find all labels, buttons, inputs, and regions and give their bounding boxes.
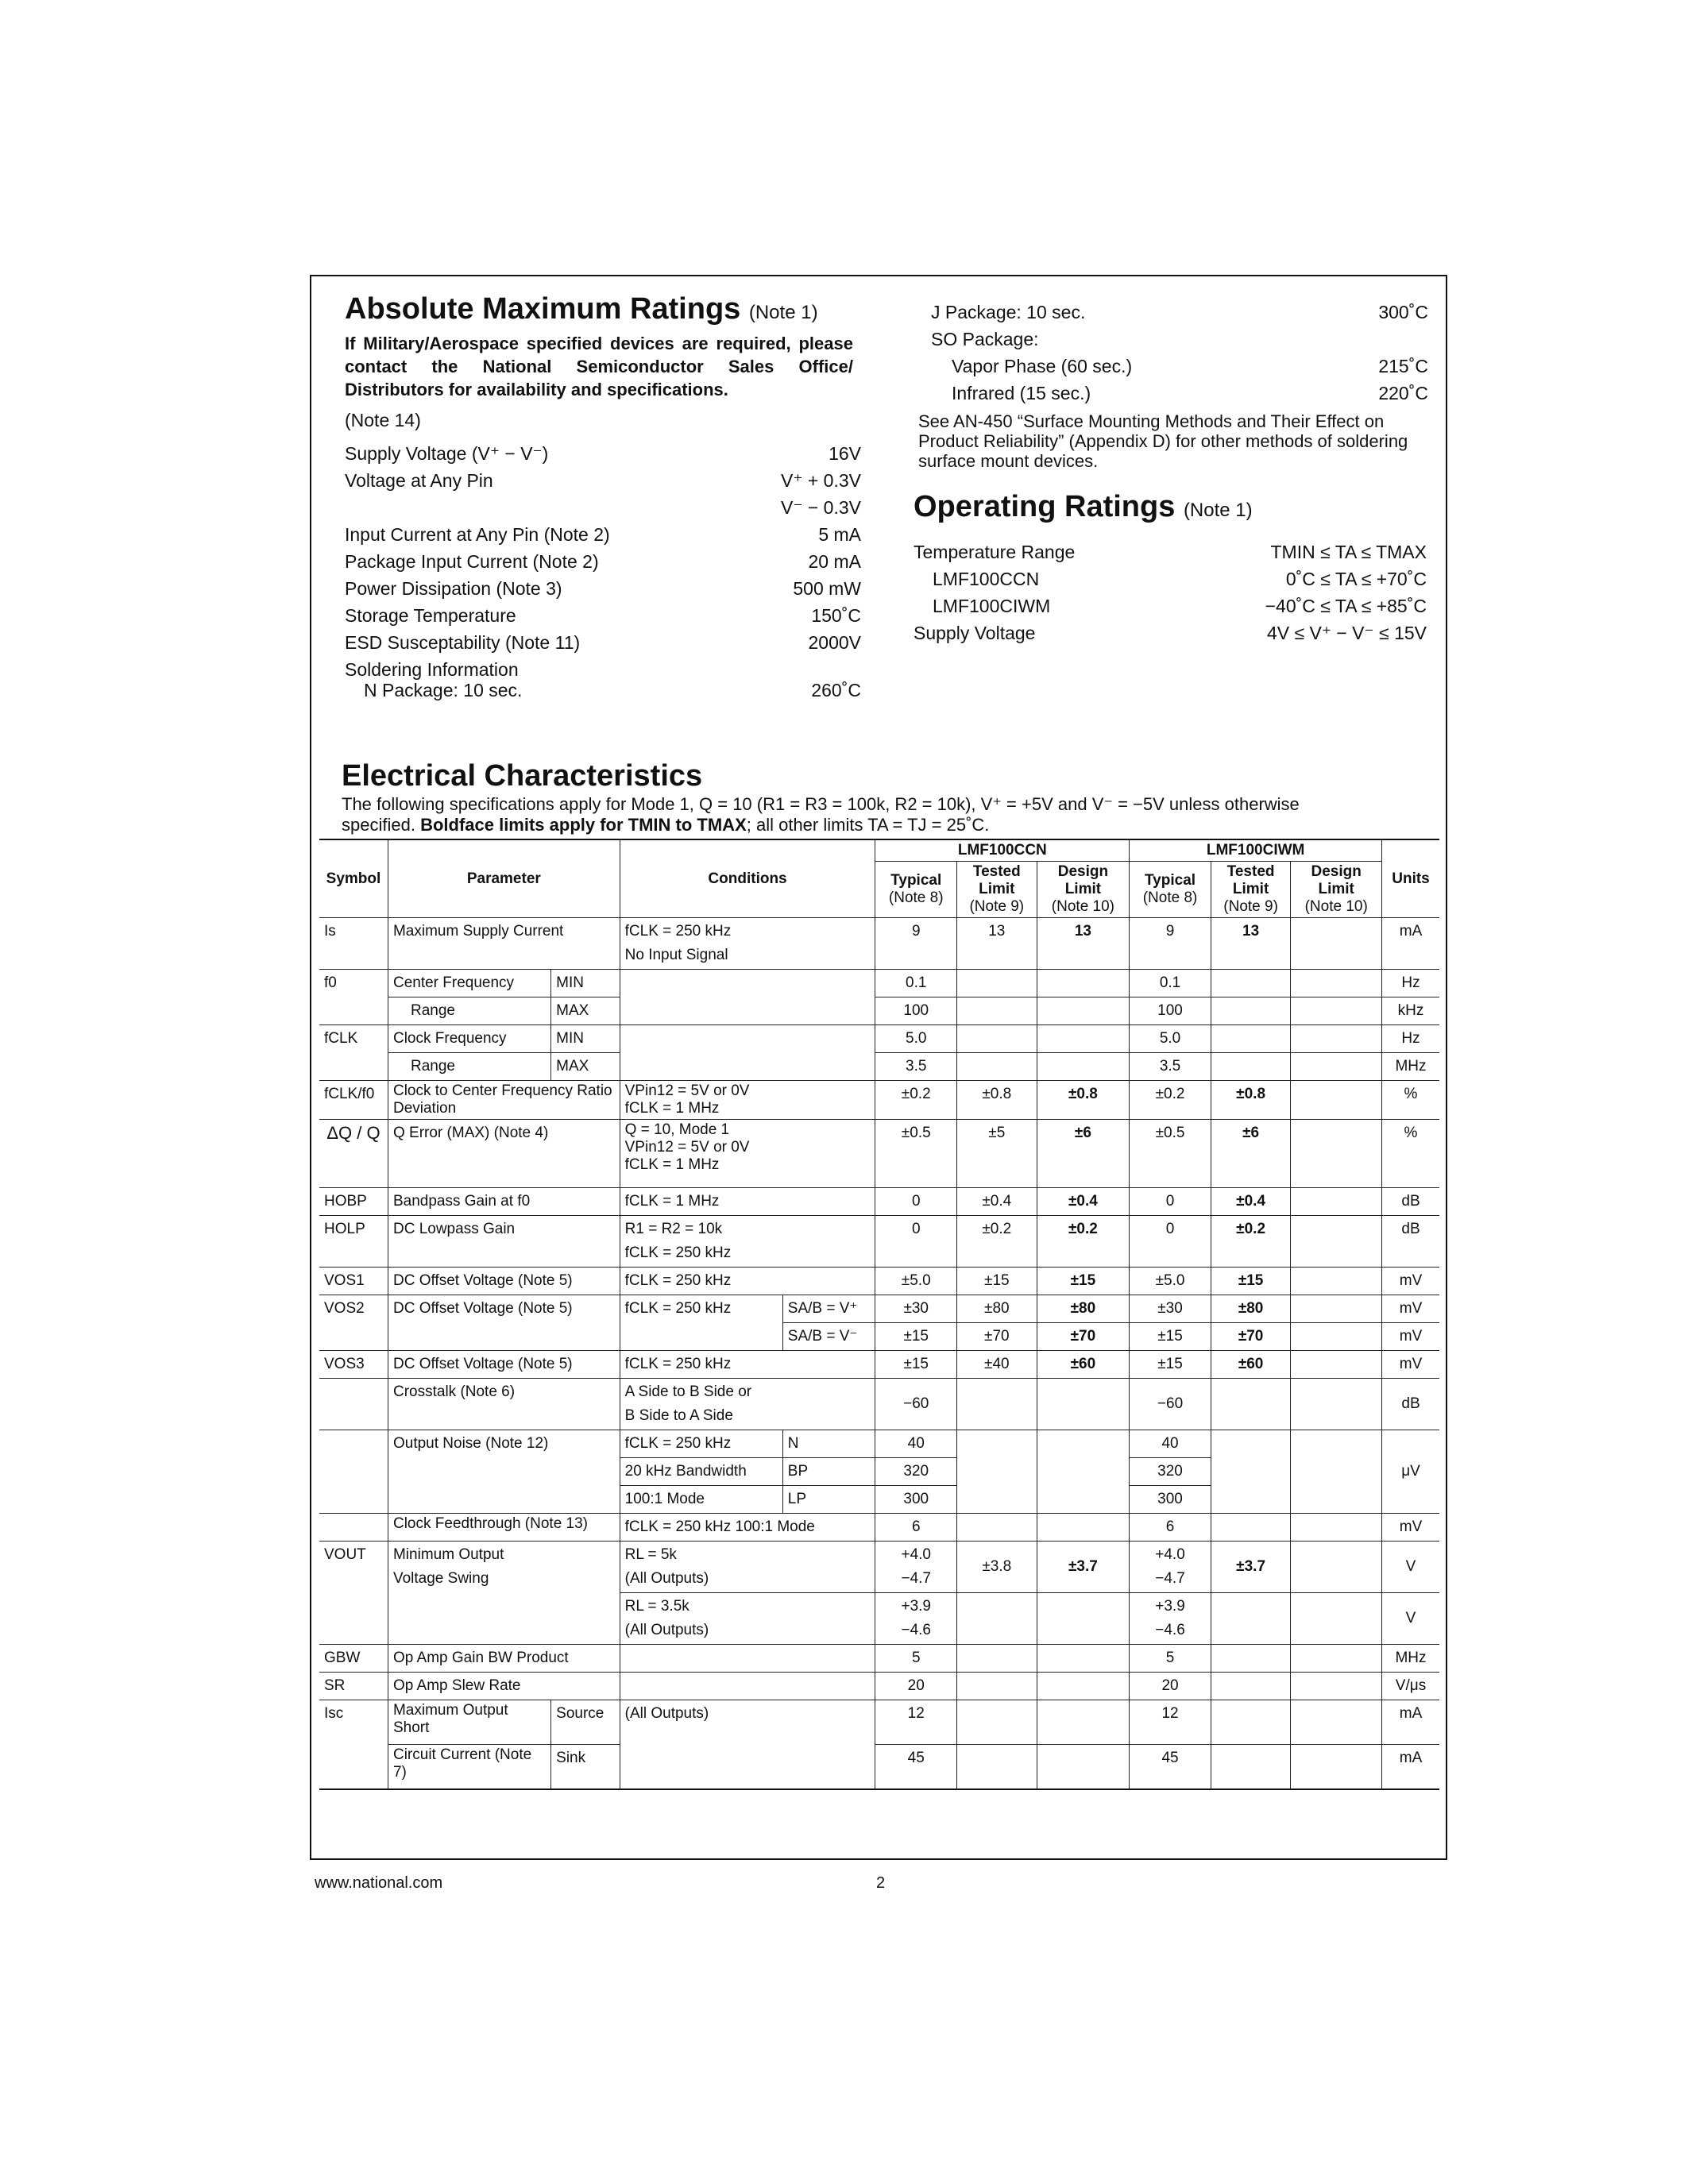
value-cell: 0.1 (1130, 970, 1211, 997)
item-label: Supply Voltage (V⁺ − V⁻) (345, 443, 549, 464)
item-value: 16V (829, 443, 861, 464)
param-cell: DC Offset Voltage (Note 5) (388, 1351, 620, 1379)
item-label: Storage Temperature (345, 605, 516, 626)
unit-cell: mV (1382, 1514, 1439, 1542)
value-cell: 0 (1130, 1216, 1211, 1268)
electrical-characteristics-table (319, 839, 1439, 1790)
table-row (319, 1268, 1439, 1295)
value-cell: ±3.8 (957, 1542, 1037, 1593)
value-cell: ±40 (957, 1351, 1037, 1379)
item-value: TMIN ≤ TA ≤ TMAX (1270, 542, 1427, 562)
abs-max-right-item (931, 302, 1428, 323)
unit-cell: mV (1382, 1268, 1439, 1295)
value-cell: ±6 (1211, 1120, 1291, 1188)
param-cell: Clock Feedthrough (Note 13) (388, 1514, 620, 1542)
symbol-cell: HOBP (319, 1188, 388, 1216)
sub-cell: BP (782, 1458, 875, 1486)
table-row (319, 1673, 1439, 1700)
value-cell: ±30 (1130, 1295, 1211, 1323)
value-cell: ±3.7 (1037, 1542, 1130, 1593)
cond-cell: fCLK = 250 kHz (620, 1268, 875, 1295)
value-cell: 5 (875, 1645, 957, 1673)
cond-cell (620, 1025, 875, 1081)
param-cell: Range (388, 1053, 550, 1081)
item-value: 20 mA (808, 551, 861, 572)
value-cell: +4.0 −4.7 (875, 1542, 957, 1593)
op-ratings-item (914, 623, 1427, 644)
table-row (319, 1745, 1439, 1789)
table-row (319, 1645, 1439, 1673)
abs-max-item (364, 680, 861, 701)
page-number: 2 (876, 1874, 886, 1892)
table-row (319, 1514, 1439, 1542)
item-value: 500 mW (793, 578, 861, 599)
item-label: Input Current at Any Pin (Note 2) (345, 524, 610, 545)
value-cell: ±80 (1211, 1295, 1291, 1323)
param-cell: Maximum Supply Current (388, 918, 620, 970)
unit-cell: V (1382, 1593, 1439, 1645)
item-label: LMF100CIWM (933, 596, 1051, 616)
abs-max-title: Absolute Maximum Ratings (Note 1) (345, 292, 818, 326)
item-label: LMF100CCN (933, 569, 1040, 589)
table-row (319, 1188, 1439, 1216)
value-cell: ±70 (1211, 1323, 1291, 1351)
abs-max-item (345, 605, 861, 627)
header-tested-2: Tested Limit (Note 9) (1211, 862, 1291, 918)
elec-intro-2: specified. Boldface limits apply for TMIN to TMAX; all other limits TA = TJ = 25˚C. (342, 815, 990, 835)
table-row (319, 1430, 1439, 1458)
value-cell: 3.5 (1130, 1053, 1211, 1081)
value-cell: 40 (1130, 1430, 1211, 1458)
item-label: N Package: 10 sec. (364, 680, 523, 700)
cond-cell: A Side to B Side or B Side to A Side (620, 1379, 875, 1430)
value-cell: ±80 (957, 1295, 1037, 1323)
param-cell: Clock to Center Frequency Ratio Deviation (388, 1081, 620, 1120)
footer-url[interactable]: www.national.com (315, 1874, 443, 1892)
op-ratings-item (933, 569, 1427, 590)
table-row (319, 1025, 1439, 1053)
unit-cell: mA (1382, 918, 1439, 970)
param-cell: Maximum Output Short (388, 1700, 550, 1745)
value-cell: 6 (1130, 1514, 1211, 1542)
value-cell: ±3.7 (1211, 1542, 1291, 1593)
table-row (319, 1542, 1439, 1593)
unit-cell: mA (1382, 1745, 1439, 1789)
value-cell: 5 (1130, 1645, 1211, 1673)
abs-max-item (345, 659, 861, 681)
sub-cell: Source (551, 1700, 620, 1745)
table-row (319, 1120, 1439, 1188)
value-cell: −60 (1130, 1379, 1211, 1430)
value-cell: 40 (875, 1430, 957, 1458)
item-value: 150˚C (811, 605, 861, 626)
value-cell: 12 (1130, 1700, 1211, 1745)
sub-cell: SA/B = V⁻ (782, 1323, 875, 1351)
cond-cell: fCLK = 250 kHz (620, 1351, 875, 1379)
symbol-cell: ΔQ / Q (319, 1120, 388, 1188)
value-cell: ±70 (1037, 1323, 1130, 1351)
param-cell: Crosstalk (Note 6) (388, 1379, 620, 1430)
item-value: 4V ≤ V⁺ − V⁻ ≤ 15V (1266, 623, 1427, 643)
value-cell: ±60 (1037, 1351, 1130, 1379)
elec-intro-1: The following specifications apply for Mode 1, Q = 10 (R1 = R3 = 100k, R2 = 10k), V⁺ = +5V and V⁻ = −5V unless otherwise (342, 794, 1300, 814)
symbol-cell: VOS3 (319, 1351, 388, 1379)
cond-cell: fCLK = 250 kHz (620, 1430, 782, 1458)
value-cell: 20 (1130, 1673, 1211, 1700)
unit-cell: μV (1382, 1430, 1439, 1514)
value-cell: ±0.2 (1211, 1216, 1291, 1268)
value-cell: 6 (875, 1514, 957, 1542)
value-cell: ±70 (957, 1323, 1037, 1351)
value-cell: +4.0 −4.7 (1130, 1542, 1211, 1593)
header-units: Units (1382, 839, 1439, 918)
param-cell: DC Offset Voltage (Note 5) (388, 1268, 620, 1295)
value-cell: 0.1 (875, 970, 957, 997)
value-cell: ±15 (957, 1268, 1037, 1295)
sub-cell: MIN (551, 970, 620, 997)
cond-cell: 100:1 Mode (620, 1486, 782, 1514)
table-row (319, 970, 1439, 997)
cond-cell (620, 970, 875, 1025)
abs-max-item (345, 470, 861, 492)
item-value: 2000V (808, 632, 861, 653)
value-cell: ±15 (1037, 1268, 1130, 1295)
table-row (319, 1081, 1439, 1120)
value-cell: ±0.8 (1037, 1081, 1130, 1120)
unit-cell: % (1382, 1120, 1439, 1188)
value-cell: ±5.0 (875, 1268, 957, 1295)
value-cell: 13 (957, 918, 1037, 970)
abs-max-item (345, 443, 861, 465)
item-value: V⁻ − 0.3V (780, 497, 861, 518)
unit-cell: kHz (1382, 997, 1439, 1025)
value-cell: ±0.2 (875, 1081, 957, 1120)
abs-max-item (345, 632, 861, 654)
symbol-cell: SR (319, 1673, 388, 1700)
value-cell: ±0.5 (1130, 1120, 1211, 1188)
param-cell: Range (388, 997, 550, 1025)
param-cell: DC Offset Voltage (Note 5) (388, 1295, 620, 1351)
symbol-cell: HOLP (319, 1216, 388, 1268)
value-cell: 45 (1130, 1745, 1211, 1789)
item-value: 300˚C (1378, 302, 1428, 322)
item-label: Package Input Current (Note 2) (345, 551, 599, 572)
value-cell: 0 (1130, 1188, 1211, 1216)
value-cell: ±15 (1130, 1351, 1211, 1379)
value-cell: 13 (1211, 918, 1291, 970)
param-cell: Clock Frequency (388, 1025, 550, 1053)
value-cell: +3.9 −4.6 (875, 1593, 957, 1645)
sub-cell: MAX (551, 1053, 620, 1081)
unit-cell: V/μs (1382, 1673, 1439, 1700)
an450-note: See AN-450 “Surface Mounting Methods and Their Effect on Product Reliability” (Appendix D) for other methods of soldering surface mount devices. (918, 411, 1408, 471)
value-cell: ±30 (875, 1295, 957, 1323)
cond-cell: VPin12 = 5V or 0V fCLK = 1 MHz (620, 1081, 875, 1120)
op-ratings-title: Operating Ratings (Note 1) (914, 490, 1253, 523)
note-14: (Note 14) (345, 410, 421, 430)
item-value: 220˚C (1378, 383, 1428, 403)
value-cell: 12 (875, 1700, 957, 1745)
value-cell: 0 (875, 1188, 957, 1216)
item-value: 215˚C (1378, 356, 1428, 376)
symbol-cell: Isc (319, 1700, 388, 1789)
value-cell: ±15 (1130, 1323, 1211, 1351)
symbol-cell: VOS1 (319, 1268, 388, 1295)
value-cell: ±6 (1037, 1120, 1130, 1188)
value-cell: 300 (875, 1486, 957, 1514)
value-cell: 3.5 (875, 1053, 957, 1081)
value-cell: ±0.8 (1211, 1081, 1291, 1120)
unit-cell: V (1382, 1542, 1439, 1593)
value-cell: ±0.2 (957, 1216, 1037, 1268)
table-row (319, 918, 1439, 970)
header-ciwm: LMF100CIWM (1130, 839, 1382, 862)
cond-cell: fCLK = 1 MHz (620, 1188, 875, 1216)
table-row (319, 1351, 1439, 1379)
unit-cell: dB (1382, 1379, 1439, 1430)
value-cell: 0 (875, 1216, 957, 1268)
op-ratings-item (914, 542, 1427, 563)
cond-cell: (All Outputs) (620, 1700, 875, 1789)
value-cell: 100 (875, 997, 957, 1025)
table-row (319, 997, 1439, 1025)
value-cell: 20 (875, 1673, 957, 1700)
value-cell: ±80 (1037, 1295, 1130, 1323)
abs-max-item (345, 578, 861, 600)
table-row (319, 1295, 1439, 1323)
sub-cell: MIN (551, 1025, 620, 1053)
header-symbol: Symbol (319, 839, 388, 918)
value-cell: 45 (875, 1745, 957, 1789)
symbol-cell: fCLK (319, 1025, 388, 1081)
value-cell: ±0.4 (1211, 1188, 1291, 1216)
cond-cell: fCLK = 250 kHz (620, 1295, 782, 1351)
header-parameter: Parameter (388, 839, 620, 918)
item-label: Supply Voltage (914, 623, 1036, 643)
value-cell: −60 (875, 1379, 957, 1430)
symbol-cell: Is (319, 918, 388, 970)
value-cell: 300 (1130, 1486, 1211, 1514)
cond-cell: 20 kHz Bandwidth (620, 1458, 782, 1486)
unit-cell: MHz (1382, 1053, 1439, 1081)
value-cell: 320 (1130, 1458, 1211, 1486)
sub-cell: Sink (551, 1745, 620, 1789)
item-value: 0˚C ≤ TA ≤ +70˚C (1285, 569, 1427, 589)
unit-cell: dB (1382, 1188, 1439, 1216)
symbol-cell: VOUT (319, 1542, 388, 1645)
param-cell: Circuit Current (Note 7) (388, 1745, 550, 1789)
header-typical-2: Typical (Note 8) (1130, 862, 1211, 918)
param-cell: Op Amp Gain BW Product (388, 1645, 620, 1673)
cond-cell: fCLK = 250 kHz No Input Signal (620, 918, 875, 970)
unit-cell: mV (1382, 1351, 1439, 1379)
item-label: ESD Susceptability (Note 11) (345, 632, 581, 653)
header-tested: Tested Limit (Note 9) (957, 862, 1037, 918)
unit-cell: MHz (1382, 1645, 1439, 1673)
value-cell: 100 (1130, 997, 1211, 1025)
table-row (319, 1053, 1439, 1081)
value-cell: ±0.2 (1130, 1081, 1211, 1120)
symbol-cell: GBW (319, 1645, 388, 1673)
param-cell: Q Error (MAX) (Note 4) (388, 1120, 620, 1188)
unit-cell: mA (1382, 1700, 1439, 1745)
value-cell: 9 (875, 918, 957, 970)
item-label: Vapor Phase (60 sec.) (952, 356, 1133, 376)
param-cell: DC Lowpass Gain (388, 1216, 620, 1268)
op-ratings-item (933, 596, 1427, 617)
value-cell: ±60 (1211, 1351, 1291, 1379)
cond-cell: RL = 5k (All Outputs) (620, 1542, 875, 1593)
item-value: −40˚C ≤ TA ≤ +85˚C (1265, 596, 1427, 616)
param-cell: Minimum Output Voltage Swing (388, 1542, 620, 1645)
unit-cell: mV (1382, 1323, 1439, 1351)
param-cell: Output Noise (Note 12) (388, 1430, 620, 1514)
header-ccn: LMF100CCN (875, 839, 1130, 862)
cond-cell: fCLK = 250 kHz 100:1 Mode (620, 1514, 875, 1542)
value-cell: ±0.4 (957, 1188, 1037, 1216)
item-value: V⁺ + 0.3V (780, 470, 861, 491)
value-cell: ±0.4 (1037, 1188, 1130, 1216)
unit-cell: % (1382, 1081, 1439, 1120)
header-typical: Typical (Note 8) (875, 862, 957, 918)
item-label: Soldering Information (345, 659, 519, 680)
header-design-2: Design Limit (Note 10) (1291, 862, 1382, 918)
value-cell: 9 (1130, 918, 1211, 970)
symbol-cell: fCLK/f0 (319, 1081, 388, 1120)
param-cell: Bandpass Gain at f0 (388, 1188, 620, 1216)
sub-cell: SA/B = V⁺ (782, 1295, 875, 1323)
item-value: 5 mA (818, 524, 861, 545)
value-cell: ±0.8 (957, 1081, 1037, 1120)
item-label: Power Dissipation (Note 3) (345, 578, 562, 599)
abs-max-item (345, 497, 861, 519)
param-cell: Center Frequency (388, 970, 550, 997)
header-conditions: Conditions (620, 839, 875, 918)
unit-cell: Hz (1382, 970, 1439, 997)
table-row (319, 1379, 1439, 1430)
sub-cell: N (782, 1430, 875, 1458)
cond-cell: R1 = R2 = 10k fCLK = 250 kHz (620, 1216, 875, 1268)
cond-cell: Q = 10, Mode 1 VPin12 = 5V or 0V fCLK = 1 MHz (620, 1120, 875, 1188)
value-cell: ±5.0 (1130, 1268, 1211, 1295)
abs-max-right-item (931, 329, 1428, 350)
item-label: Infrared (15 sec.) (952, 383, 1091, 403)
item-label: Voltage at Any Pin (345, 470, 493, 491)
param-cell: Op Amp Slew Rate (388, 1673, 620, 1700)
value-cell (1291, 918, 1382, 970)
table-row (319, 1216, 1439, 1268)
abs-max-item (345, 524, 861, 546)
header-design: Design Limit (Note 10) (1037, 862, 1130, 918)
symbol-cell: VOS2 (319, 1295, 388, 1351)
symbol-cell: f0 (319, 970, 388, 1025)
value-cell: +3.9 −4.6 (1130, 1593, 1211, 1645)
item-label: J Package: 10 sec. (931, 302, 1086, 322)
value-cell: ±0.2 (1037, 1216, 1130, 1268)
value-cell: ±5 (957, 1120, 1037, 1188)
elec-title: Electrical Characteristics (342, 759, 703, 793)
value-cell: 5.0 (875, 1025, 957, 1053)
unit-cell: dB (1382, 1216, 1439, 1268)
cond-cell: RL = 3.5k (All Outputs) (620, 1593, 875, 1645)
abs-max-item (345, 551, 861, 573)
abs-max-right-item (952, 356, 1428, 377)
item-label: Temperature Range (914, 542, 1076, 562)
unit-cell: Hz (1382, 1025, 1439, 1053)
value-cell: ±15 (1211, 1268, 1291, 1295)
military-notice: If Military/Aerospace specified devices are required, please contact the National Semiconductor Sales Office/ Distributors for availability and specifications. (345, 334, 853, 399)
item-value: 260˚C (811, 680, 861, 700)
value-cell: 5.0 (1130, 1025, 1211, 1053)
sub-cell: LP (782, 1486, 875, 1514)
value-cell: ±0.5 (875, 1120, 957, 1188)
value-cell: ±15 (875, 1323, 957, 1351)
sub-cell: MAX (551, 997, 620, 1025)
unit-cell: mV (1382, 1295, 1439, 1323)
table-row (319, 1700, 1439, 1745)
item-label: SO Package: (931, 329, 1039, 349)
value-cell: 13 (1037, 918, 1130, 970)
abs-max-right-item (952, 383, 1428, 404)
value-cell: 320 (875, 1458, 957, 1486)
value-cell: ±15 (875, 1351, 957, 1379)
